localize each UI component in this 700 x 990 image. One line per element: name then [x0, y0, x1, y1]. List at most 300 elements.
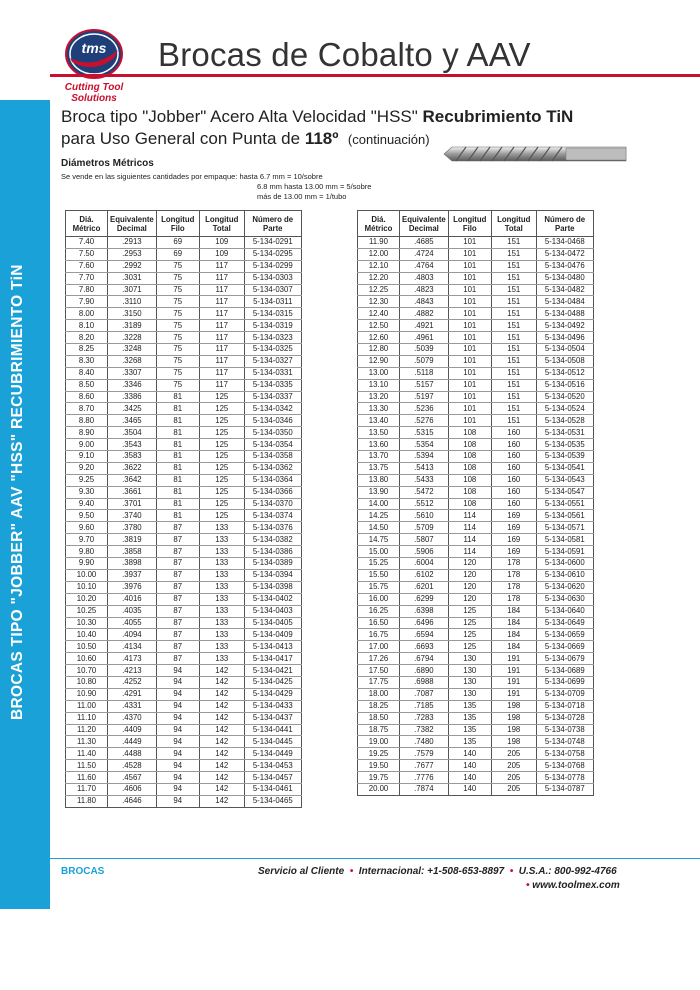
table-cell: 18.50: [358, 712, 400, 724]
table-cell: 114: [448, 546, 491, 558]
column-header: Diá. Métrico: [358, 211, 400, 237]
footer-intl-phone[interactable]: Internacional: +1-508-653-8897: [358, 866, 505, 877]
footer-service: Servicio al Cliente: [258, 866, 345, 877]
table-row: [66, 451, 302, 463]
table-row: [358, 522, 594, 534]
table-cell: .4823: [400, 284, 449, 296]
table-cell: 101: [448, 367, 491, 379]
table-cell: 9.60: [66, 522, 108, 534]
table-cell: 5-134-0539: [536, 451, 593, 463]
table-cell: 142: [199, 795, 244, 807]
table-cell: 140: [448, 748, 491, 760]
table-cell: .4685: [400, 237, 449, 249]
table-cell: 5-134-0669: [536, 641, 593, 653]
table-cell: 160: [491, 462, 536, 474]
table-cell: 5-134-0346: [244, 415, 301, 427]
table-cell: 7.90: [66, 296, 108, 308]
table-cell: 94: [156, 772, 199, 784]
table-cell: .4173: [108, 653, 157, 665]
table-cell: 87: [156, 641, 199, 653]
table-cell: 117: [199, 284, 244, 296]
table-cell: 11.50: [66, 760, 108, 772]
table-cell: 160: [491, 474, 536, 486]
table-cell: .7087: [400, 688, 449, 700]
right-drill-table: [357, 210, 594, 796]
table-row: [358, 474, 594, 486]
table-cell: .3031: [108, 272, 157, 284]
table-cell: 5-134-0543: [536, 474, 593, 486]
sidebar-band: [0, 100, 50, 990]
table-cell: 151: [491, 296, 536, 308]
table-cell: 9.80: [66, 546, 108, 558]
table-cell: 81: [156, 498, 199, 510]
table-cell: 10.25: [66, 605, 108, 617]
table-cell: 5-134-0748: [536, 736, 593, 748]
column-header: Equivalente Decimal: [400, 211, 449, 237]
table-cell: 10.90: [66, 688, 108, 700]
table-cell: 8.60: [66, 391, 108, 403]
table-row: [66, 736, 302, 748]
table-row: [358, 284, 594, 296]
table-cell: 19.50: [358, 760, 400, 772]
table-cell: 8.30: [66, 355, 108, 367]
table-cell: 142: [199, 724, 244, 736]
table-cell: 5-134-0398: [244, 581, 301, 593]
logo-text: tms: [81, 40, 107, 56]
table-cell: 125: [199, 498, 244, 510]
table-cell: 8.40: [66, 367, 108, 379]
table-cell: 142: [199, 676, 244, 688]
table-cell: 5-134-0374: [244, 510, 301, 522]
table-cell: 7.60: [66, 260, 108, 272]
table-cell: .4882: [400, 308, 449, 320]
table-cell: 5-134-0417: [244, 653, 301, 665]
table-cell: 125: [199, 403, 244, 415]
column-header: Longitud Total: [199, 211, 244, 237]
table-row: [358, 498, 594, 510]
table-cell: .4724: [400, 248, 449, 260]
table-cell: 133: [199, 522, 244, 534]
table-cell: 75: [156, 284, 199, 296]
table-cell: 142: [199, 783, 244, 795]
table-cell: 5-134-0659: [536, 629, 593, 641]
table-cell: 101: [448, 332, 491, 344]
table-row: [358, 415, 594, 427]
table-cell: 101: [448, 272, 491, 284]
table-cell: 75: [156, 355, 199, 367]
table-cell: .4488: [108, 748, 157, 760]
bullet-icon: •: [526, 880, 530, 891]
table-cell: 5-134-0516: [536, 379, 593, 391]
table-cell: 11.90: [358, 237, 400, 249]
table-cell: .6693: [400, 641, 449, 653]
table-row: [358, 439, 594, 451]
table-cell: 151: [491, 415, 536, 427]
table-cell: 5-134-0382: [244, 534, 301, 546]
table-cell: 205: [491, 783, 536, 795]
table-cell: 5-134-0421: [244, 665, 301, 677]
table-cell: 108: [448, 451, 491, 463]
table-cell: 151: [491, 355, 536, 367]
table-cell: .2953: [108, 248, 157, 260]
table-cell: 151: [491, 391, 536, 403]
table-cell: 5-134-0461: [244, 783, 301, 795]
table-cell: 5-134-0331: [244, 367, 301, 379]
table-cell: 10.30: [66, 617, 108, 629]
table-row: [66, 367, 302, 379]
table-cell: 125: [199, 462, 244, 474]
column-header: Longitud Filo: [448, 211, 491, 237]
table-cell: 5-134-0403: [244, 605, 301, 617]
table-cell: 5-134-0409: [244, 629, 301, 641]
table-cell: 87: [156, 581, 199, 593]
table-cell: .5413: [400, 462, 449, 474]
table-row: [358, 379, 594, 391]
table-cell: 5-134-0386: [244, 546, 301, 558]
table-row: [358, 486, 594, 498]
table-cell: 5-134-0425: [244, 676, 301, 688]
table-cell: 117: [199, 260, 244, 272]
table-cell: .3248: [108, 344, 157, 356]
table-cell: 101: [448, 248, 491, 260]
table-row: [358, 665, 594, 677]
table-cell: 18.00: [358, 688, 400, 700]
table-cell: 9.00: [66, 439, 108, 451]
table-cell: .3642: [108, 474, 157, 486]
table-cell: 13.00: [358, 367, 400, 379]
table-cell: 160: [491, 439, 536, 451]
table-cell: 5-134-0315: [244, 308, 301, 320]
table-cell: 133: [199, 534, 244, 546]
table-cell: .3543: [108, 439, 157, 451]
table-cell: 101: [448, 296, 491, 308]
table-cell: 8.25: [66, 344, 108, 356]
right-table-body: [358, 237, 594, 796]
table-cell: 169: [491, 522, 536, 534]
table-cell: 5-134-0768: [536, 760, 593, 772]
table-cell: .4016: [108, 593, 157, 605]
table-cell: 13.70: [358, 451, 400, 463]
table-cell: 160: [491, 451, 536, 463]
table-cell: .3976: [108, 581, 157, 593]
table-row: [358, 332, 594, 344]
table-cell: 75: [156, 260, 199, 272]
table-cell: 5-134-0630: [536, 593, 593, 605]
table-cell: 5-134-0504: [536, 344, 593, 356]
table-cell: 5-134-0429: [244, 688, 301, 700]
table-cell: 10.10: [66, 581, 108, 593]
table-cell: 191: [491, 688, 536, 700]
table-cell: 5-134-0457: [244, 772, 301, 784]
table-cell: 7.70: [66, 272, 108, 284]
table-cell: 13.30: [358, 403, 400, 415]
table-row: [358, 617, 594, 629]
table-cell: .5157: [400, 379, 449, 391]
table-cell: .5236: [400, 403, 449, 415]
table-row: [66, 237, 302, 249]
table-cell: .4035: [108, 605, 157, 617]
table-cell: 75: [156, 332, 199, 344]
table-cell: 5-134-0394: [244, 569, 301, 581]
table-cell: .5709: [400, 522, 449, 534]
table-cell: .7283: [400, 712, 449, 724]
table-cell: 5-134-0358: [244, 451, 301, 463]
table-cell: .6398: [400, 605, 449, 617]
table-cell: 94: [156, 795, 199, 807]
table-cell: 101: [448, 237, 491, 249]
table-cell: .3740: [108, 510, 157, 522]
table-cell: 108: [448, 474, 491, 486]
table-cell: .4252: [108, 676, 157, 688]
table-cell: 5-134-0376: [244, 522, 301, 534]
table-cell: 11.80: [66, 795, 108, 807]
table-cell: 5-134-0299: [244, 260, 301, 272]
table-cell: .3307: [108, 367, 157, 379]
table-cell: 12.80: [358, 344, 400, 356]
table-cell: 5-134-0492: [536, 320, 593, 332]
table-cell: 9.70: [66, 534, 108, 546]
table-cell: 87: [156, 569, 199, 581]
table-cell: 13.90: [358, 486, 400, 498]
table-cell: 5-134-0551: [536, 498, 593, 510]
table-cell: 101: [448, 308, 491, 320]
table-row: [358, 760, 594, 772]
table-cell: .5807: [400, 534, 449, 546]
table-cell: .6890: [400, 665, 449, 677]
table-cell: 12.20: [358, 272, 400, 284]
table-cell: 94: [156, 676, 199, 688]
column-header: Número de Parte: [536, 211, 593, 237]
table-cell: .6794: [400, 653, 449, 665]
table-row: [66, 760, 302, 772]
table-cell: .5433: [400, 474, 449, 486]
table-cell: .5394: [400, 451, 449, 463]
table-cell: 5-134-0453: [244, 760, 301, 772]
table-cell: .4409: [108, 724, 157, 736]
table-cell: 101: [448, 260, 491, 272]
table-cell: 5-134-0699: [536, 676, 593, 688]
table-cell: .5276: [400, 415, 449, 427]
table-cell: 14.75: [358, 534, 400, 546]
table-row: [66, 355, 302, 367]
table-cell: 169: [491, 546, 536, 558]
table-row: [66, 391, 302, 403]
table-cell: .3937: [108, 569, 157, 581]
footer-usa-phone[interactable]: U.S.A.: 800-992-4766: [518, 866, 617, 877]
table-cell: .3622: [108, 462, 157, 474]
footer-web: [526, 880, 620, 891]
table-cell: 114: [448, 522, 491, 534]
table-cell: 184: [491, 629, 536, 641]
table-row: [66, 653, 302, 665]
subtitle-line-2-text: para Uso General con Punta de: [61, 129, 305, 148]
table-cell: .6299: [400, 593, 449, 605]
table-cell: 5-134-0437: [244, 712, 301, 724]
table-cell: 160: [491, 427, 536, 439]
table-cell: 17.26: [358, 653, 400, 665]
table-cell: 178: [491, 558, 536, 570]
table-cell: 8.70: [66, 403, 108, 415]
table-cell: 120: [448, 581, 491, 593]
table-cell: 135: [448, 724, 491, 736]
table-row: [66, 617, 302, 629]
table-cell: .3071: [108, 284, 157, 296]
table-row: [358, 748, 594, 760]
table-cell: 142: [199, 688, 244, 700]
table-cell: 5-134-0547: [536, 486, 593, 498]
table-cell: 5-134-0620: [536, 581, 593, 593]
table-cell: 11.40: [66, 748, 108, 760]
table-cell: 198: [491, 712, 536, 724]
table-cell: 13.75: [358, 462, 400, 474]
table-row: [358, 296, 594, 308]
table-cell: 87: [156, 629, 199, 641]
footer-website-link[interactable]: www.toolmex.com: [532, 880, 620, 891]
table-cell: 10.80: [66, 676, 108, 688]
table-cell: .4606: [108, 783, 157, 795]
table-cell: 5-134-0441: [244, 724, 301, 736]
table-cell: 178: [491, 581, 536, 593]
table-cell: .3583: [108, 451, 157, 463]
table-cell: 151: [491, 403, 536, 415]
table-cell: 5-134-0468: [536, 237, 593, 249]
table-cell: 87: [156, 605, 199, 617]
table-cell: 133: [199, 593, 244, 605]
table-cell: .3780: [108, 522, 157, 534]
table-cell: 15.25: [358, 558, 400, 570]
table-cell: 205: [491, 748, 536, 760]
table-cell: 87: [156, 534, 199, 546]
table-cell: 94: [156, 748, 199, 760]
table-cell: 5-134-0778: [536, 772, 593, 784]
table-cell: 117: [199, 308, 244, 320]
table-cell: 5-134-0319: [244, 320, 301, 332]
table-cell: 101: [448, 344, 491, 356]
table-cell: 10.70: [66, 665, 108, 677]
table-row: [358, 688, 594, 700]
table-cell: 117: [199, 367, 244, 379]
table-row: [358, 355, 594, 367]
table-row: [358, 367, 594, 379]
table-cell: 19.75: [358, 772, 400, 784]
table-cell: 125: [199, 474, 244, 486]
top-margin: [0, 0, 700, 20]
bullet-icon: •: [509, 866, 514, 877]
table-row: [358, 676, 594, 688]
table-row: [66, 593, 302, 605]
table-cell: 133: [199, 605, 244, 617]
table-cell: 5-134-0640: [536, 605, 593, 617]
table-row: [66, 629, 302, 641]
table-row: [358, 451, 594, 463]
table-cell: 120: [448, 558, 491, 570]
table-cell: 108: [448, 427, 491, 439]
table-row: [66, 676, 302, 688]
metric-heading: Diámetros Métricos: [61, 158, 154, 169]
table-row: [66, 688, 302, 700]
table-cell: .3386: [108, 391, 157, 403]
table-cell: 151: [491, 237, 536, 249]
package-line-1: Se vende en las siguientes cantidades por empaque: hasta 6.7 mm = 10/sobre: [61, 172, 323, 181]
table-cell: 16.50: [358, 617, 400, 629]
table-cell: 5-134-0366: [244, 486, 301, 498]
table-cell: 5-134-0364: [244, 474, 301, 486]
table-cell: .2992: [108, 260, 157, 272]
table-cell: 5-134-0311: [244, 296, 301, 308]
table-cell: 117: [199, 379, 244, 391]
table-row: [66, 486, 302, 498]
table-cell: 133: [199, 558, 244, 570]
table-cell: 19.00: [358, 736, 400, 748]
table-row: [66, 439, 302, 451]
table-cell: 114: [448, 534, 491, 546]
table-cell: 7.40: [66, 237, 108, 249]
table-cell: 133: [199, 569, 244, 581]
table-row: [358, 724, 594, 736]
table-cell: 151: [491, 332, 536, 344]
table-row: [358, 569, 594, 581]
table-cell: 12.40: [358, 308, 400, 320]
table-cell: .7874: [400, 783, 449, 795]
table-cell: 11.70: [66, 783, 108, 795]
table-cell: 69: [156, 248, 199, 260]
table-cell: 117: [199, 272, 244, 284]
footer-section: BROCAS: [61, 866, 105, 877]
table-cell: 184: [491, 641, 536, 653]
table-cell: 142: [199, 665, 244, 677]
table-row: [358, 772, 594, 784]
table-cell: .4567: [108, 772, 157, 784]
table-row: [66, 581, 302, 593]
table-cell: 81: [156, 403, 199, 415]
table-row: [358, 248, 594, 260]
table-cell: 11.10: [66, 712, 108, 724]
table-row: [358, 272, 594, 284]
table-cell: 125: [199, 451, 244, 463]
table-cell: 5-134-0303: [244, 272, 301, 284]
table-cell: 5-134-0528: [536, 415, 593, 427]
table-row: [66, 272, 302, 284]
table-row: [66, 546, 302, 558]
table-cell: 12.60: [358, 332, 400, 344]
table-cell: 13.80: [358, 474, 400, 486]
table-cell: 15.75: [358, 581, 400, 593]
table-cell: 101: [448, 391, 491, 403]
table-cell: 5-134-0535: [536, 439, 593, 451]
table-cell: 5-134-0405: [244, 617, 301, 629]
table-cell: .2913: [108, 237, 157, 249]
right-table-head: [358, 211, 594, 237]
table-cell: .4291: [108, 688, 157, 700]
table-cell: .3819: [108, 534, 157, 546]
table-row: [66, 379, 302, 391]
table-cell: 125: [448, 641, 491, 653]
subtitle-line-2-bold: 118º: [304, 129, 339, 148]
table-cell: .3898: [108, 558, 157, 570]
table-cell: 10.20: [66, 593, 108, 605]
table-row: [66, 569, 302, 581]
table-row: [66, 344, 302, 356]
table-cell: 5-134-0496: [536, 332, 593, 344]
table-cell: 135: [448, 700, 491, 712]
table-cell: 16.00: [358, 593, 400, 605]
table-cell: 13.10: [358, 379, 400, 391]
table-cell: 151: [491, 284, 536, 296]
table-cell: 81: [156, 415, 199, 427]
table-cell: 12.90: [358, 355, 400, 367]
table-cell: 130: [448, 665, 491, 677]
page-title: Brocas de Cobalto y AAV: [158, 36, 531, 73]
